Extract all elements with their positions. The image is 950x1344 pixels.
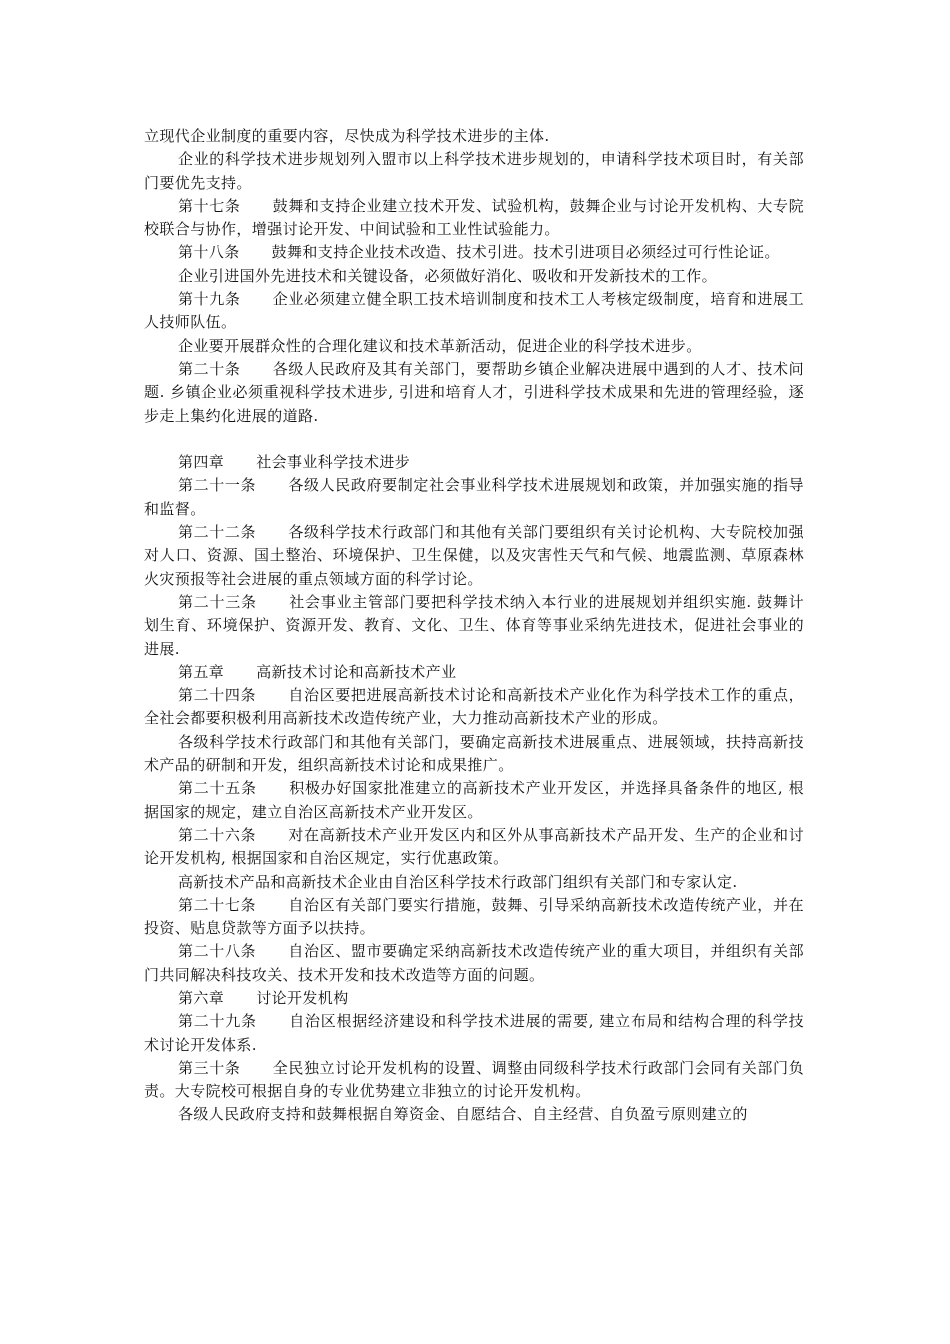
paragraph-text: 企业引进国外先进技术和关键设备，必须做好消化、吸收和开发新技术的工作。 xyxy=(178,266,718,285)
article-paragraph xyxy=(144,1010,804,1057)
article-label: 第二十九条 xyxy=(178,1012,257,1031)
article-paragraph xyxy=(144,824,804,871)
article-label: 第二十七条 xyxy=(178,895,257,914)
paragraph-text: 企业的科学技术进步规划列入盟市以上科学技术进步规划的，申请科学技术项目时，有关部门要优先支持。 xyxy=(144,150,804,192)
article-paragraph xyxy=(144,288,804,335)
article-label: 第二十一条 xyxy=(178,476,257,495)
body-paragraph xyxy=(144,1103,804,1126)
article-paragraph xyxy=(144,1057,804,1104)
body-paragraph xyxy=(144,335,804,358)
paragraph-text: 各级人民政府要制定社会事业科学技术进展规划和政策，并加强实施的指导和监督。 xyxy=(144,476,804,518)
paragraph-text: 讨论开发机构 xyxy=(256,988,349,1007)
document-body xyxy=(144,125,804,1127)
body-paragraph xyxy=(144,731,804,778)
article-paragraph xyxy=(144,894,804,941)
paragraph-text: 社会事业科学技术进步 xyxy=(256,453,411,472)
article-label: 第五章 xyxy=(178,662,225,681)
paragraph-text: 企业必须建立健全职工技术培训制度和技术工人考核定级制度，培育和进展工人技师队伍。 xyxy=(144,290,804,332)
article-paragraph xyxy=(144,987,804,1010)
article-label: 第三十条 xyxy=(178,1058,241,1077)
paragraph-text: 各级科学技术行政部门和其他有关部门，要确定高新技术进展重点、进展领域，扶持高新技术产品的研制和开发，组织高新技术讨论和成果推广。 xyxy=(144,732,804,775)
paragraph-text: 各级科学技术行政部门和其他有关部门要组织有关讨论机构、大专院校加强对人口、资源、国土整治、环境保护、卫生保健，以及灾害性天气和气候、地震监测、草原森林火灾预报等社会进展的重点领域方面的科学讨论。 xyxy=(144,523,804,588)
paragraph-text: 鼓舞和支持企业技术改造、技术引进。技术引进项目必须经过可行性论证。 xyxy=(271,243,780,262)
body-paragraph xyxy=(144,148,804,195)
article-label: 第十九条 xyxy=(178,290,241,309)
article-label: 第二十八条 xyxy=(178,942,257,961)
body-paragraph xyxy=(144,265,804,288)
article-paragraph xyxy=(144,451,804,474)
article-label: 第二十五条 xyxy=(178,779,257,798)
article-paragraph xyxy=(144,684,804,731)
article-paragraph xyxy=(144,591,804,661)
article-label: 第四章 xyxy=(178,453,225,472)
blank-line xyxy=(144,428,804,451)
paragraph-text: 全民独立讨论开发机构的设置、调整由同级科学技术行政部门会同有关部门负责。大专院校可根据自身的专业优势建立非独立的讨论开发机构。 xyxy=(144,1058,804,1101)
article-label: 第二十二条 xyxy=(178,523,257,542)
article-paragraph xyxy=(144,474,804,521)
article-paragraph xyxy=(144,661,804,684)
article-label: 第十八条 xyxy=(178,243,240,262)
paragraph-text: 积极办好国家批准建立的高新技术产业开发区，并选择具备条件的地区, 根据国家的规定，建立自治区高新技术产业开发区。 xyxy=(144,779,804,821)
paragraph-text: 鼓舞和支持企业建立技术开发、试验机构，鼓舞企业与讨论开发机构、大专院校联合与协作，增强讨论开发、中间试验和工业性试验能力。 xyxy=(144,196,804,239)
article-paragraph xyxy=(144,241,804,264)
paragraph-text: 高新技术产品和高新技术企业由自治区科学技术行政部门组织有关部门和专家认定. xyxy=(178,872,738,891)
article-label: 第六章 xyxy=(178,988,225,1007)
article-label: 第二十六条 xyxy=(178,825,257,844)
paragraph-text: 社会事业主管部门要把科学技术纳入本行业的进展规划并组织实施. 鼓舞计划生育、环境保护、资源开发、教育、文化、卫生、体育等事业采纳先进技术，促进社会事业的进展. xyxy=(144,592,804,658)
body-paragraph xyxy=(144,871,804,894)
article-label: 第二十四条 xyxy=(178,686,257,705)
paragraph-text: 自治区有关部门要实行措施，鼓舞、引导采纳高新技术改造传统产业，并在投资、贴息贷款等方面予以扶持。 xyxy=(144,895,804,938)
article-paragraph xyxy=(144,358,804,428)
article-label: 第二十条 xyxy=(178,359,241,378)
paragraph-text: 自治区、盟市要确定采纳高新技术改造传统产业的重大项目，并组织有关部门共同解决科技攻关、技术开发和技术改造等方面的问题。 xyxy=(144,942,804,984)
article-label: 第二十三条 xyxy=(178,592,257,611)
article-paragraph xyxy=(144,777,804,824)
paragraph-text: 对在高新技术产业开发区内和区外从事高新技术产品开发、生产的企业和讨论开发机构, 根据国家和自治区规定，实行优惠政策。 xyxy=(144,825,804,868)
article-paragraph xyxy=(144,940,804,987)
body-paragraph xyxy=(144,125,804,148)
paragraph-text: 各级人民政府及其有关部门，要帮助乡镇企业解决进展中遇到的人才、技术问题. 乡镇企业必须重视科学技术进步, 引进和培育人才，引进科学技术成果和先进的管理经验，逐步走上集约化进展的道路. xyxy=(144,359,804,425)
paragraph-text: 各级人民政府支持和鼓舞根据自筹资金、自愿结合、自主经营、自负盈亏原则建立的 xyxy=(178,1105,748,1124)
paragraph-text: 自治区根据经济建设和科学技术进展的需要, 建立布局和结构合理的科学技术讨论开发体系. xyxy=(144,1012,804,1054)
paragraph-text: 自治区要把进展高新技术讨论和高新技术产业化作为科学技术工作的重点，全社会都要积极利用高新技术改造传统产业，大力推动高新技术产业的形成。 xyxy=(144,686,804,728)
paragraph-text: 立现代企业制度的重要内容，尽快成为科学技术进步的主体. xyxy=(144,127,550,145)
paragraph-text: 高新技术讨论和高新技术产业 xyxy=(256,662,457,681)
paragraph-text: 企业要开展群众性的合理化建议和技术革新活动，促进企业的科学技术进步。 xyxy=(178,336,702,355)
article-label: 第十七条 xyxy=(178,196,241,215)
article-paragraph xyxy=(144,521,804,591)
article-paragraph xyxy=(144,195,804,242)
